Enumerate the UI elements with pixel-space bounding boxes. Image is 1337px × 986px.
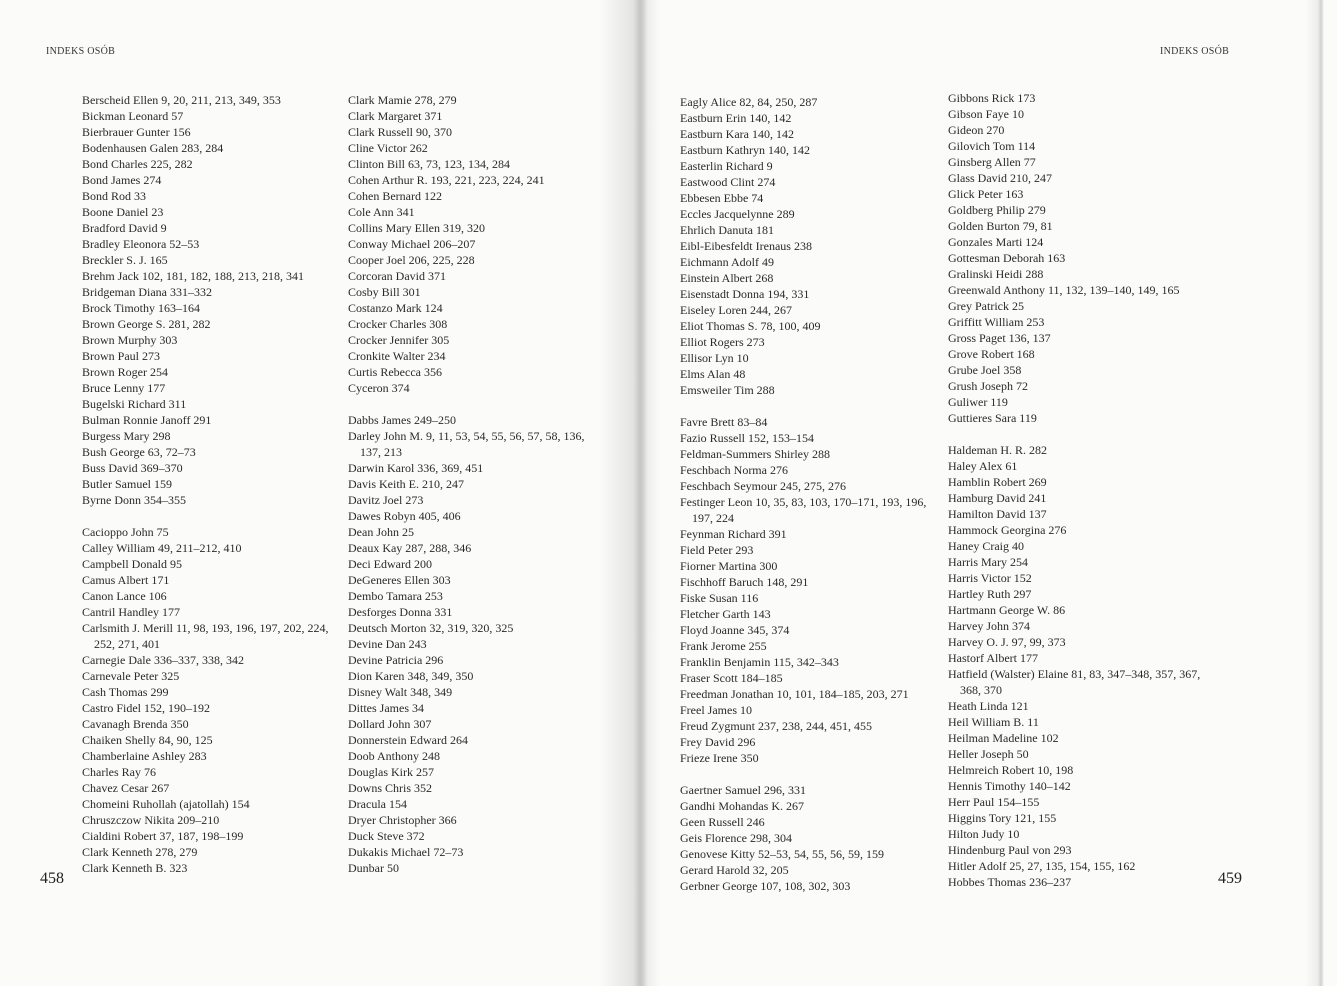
index-entry: Brock Timothy 163–164 (82, 301, 201, 315)
index-entry: Einstein Albert 268 (680, 271, 774, 285)
index-entry: Hatfield (Walster) Elaine 81, 83, 347–348, 357, 367, 368, 370 (948, 667, 1201, 697)
index-entry: Breckler S. J. 165 (82, 253, 168, 267)
index-entry: Herr Paul 154–155 (948, 795, 1040, 809)
index-entry: Fischhoff Baruch 148, 291 (680, 575, 809, 589)
index-entry: Fraser Scott 184–185 (680, 671, 783, 685)
index-entry: Dawes Robyn 405, 406 (348, 509, 461, 523)
index-entry: Berscheid Ellen 9, 20, 211, 213, 349, 353 (82, 93, 281, 107)
index-entry: Greenwald Anthony 11, 132, 139–140, 149, 165 (948, 283, 1180, 297)
index-entry: Chamberlaine Ashley 283 (82, 749, 207, 763)
index-entry: Hamilton David 137 (948, 507, 1047, 521)
index-entry: Butler Samuel 159 (82, 477, 172, 491)
index-entry: Chomeini Ruhollah (ajatollah) 154 (82, 797, 250, 811)
index-entry: Eastburn Erin 140, 142 (680, 111, 792, 125)
index-entry: Eagly Alice 82, 84, 250, 287 (680, 95, 818, 109)
index-entry: Crocker Charles 308 (348, 317, 448, 331)
letter-group-gap (680, 766, 942, 782)
index-entry: Eastburn Kathryn 140, 142 (680, 143, 810, 157)
index-entry: Freel James 10 (680, 703, 752, 717)
index-entry: Grush Joseph 72 (948, 379, 1028, 393)
index-entry: Costanzo Mark 124 (348, 301, 443, 315)
index-entry: Floyd Joanne 345, 374 (680, 623, 790, 637)
index-entry: Cohen Arthur R. 193, 221, 223, 224, 241 (348, 173, 545, 187)
index-entry: Bruce Lenny 177 (82, 381, 166, 395)
index-entry: Harvey John 374 (948, 619, 1030, 633)
index-entry: Dracula 154 (348, 797, 407, 811)
index-entry: Eccles Jacquelynne 289 (680, 207, 795, 221)
index-entry: Glass David 210, 247 (948, 171, 1052, 185)
index-entry: Cronkite Walter 234 (348, 349, 446, 363)
index-entry: Brown Roger 254 (82, 365, 168, 379)
index-entry: Emsweiler Tim 288 (680, 383, 775, 397)
letter-group-gap (680, 398, 942, 414)
index-entry: Cohen Bernard 122 (348, 189, 442, 203)
index-entry: Dembo Tamara 253 (348, 589, 443, 603)
index-entry: Grube Joel 358 (948, 363, 1022, 377)
index-entry: Desforges Donna 331 (348, 605, 453, 619)
index-entry: Feynman Richard 391 (680, 527, 787, 541)
index-entry: Bush George 63, 72–73 (82, 445, 196, 459)
index-entry: Freedman Jonathan 10, 101, 184–185, 203, 271 (680, 687, 909, 701)
index-entry: Boone Daniel 23 (82, 205, 164, 219)
index-entry: Bradley Eleonora 52–53 (82, 237, 200, 251)
index-entry: Eastburn Kara 140, 142 (680, 127, 794, 141)
index-entry: Castro Fidel 152, 190–192 (82, 701, 210, 715)
index-entry: Cline Victor 262 (348, 141, 428, 155)
index-entry: Gilovich Tom 114 (948, 139, 1036, 153)
index-entry: Devine Dan 243 (348, 637, 427, 651)
index-entry: Eiseley Loren 244, 267 (680, 303, 792, 317)
index-entry: Byrne Donn 354–355 (82, 493, 186, 507)
index-entry: Feschbach Seymour 245, 275, 276 (680, 479, 846, 493)
book-gutter-shadow (600, 0, 660, 986)
index-entry: Brehm Jack 102, 181, 182, 188, 213, 218, 341 (82, 269, 304, 283)
index-entry: Fazio Russell 152, 153–154 (680, 431, 814, 445)
index-entry: Gaertner Samuel 296, 331 (680, 783, 806, 797)
index-entry: Griffitt William 253 (948, 315, 1045, 329)
index-entry: Bierbrauer Gunter 156 (82, 125, 191, 139)
index-entry: Donnerstein Edward 264 (348, 733, 468, 747)
index-entry: Carnevale Peter 325 (82, 669, 180, 683)
index-entry: Brown Paul 273 (82, 349, 160, 363)
index-entry: Field Peter 293 (680, 543, 754, 557)
index-entry: Crocker Jennifer 305 (348, 333, 450, 347)
index-entry: Clark Russell 90, 370 (348, 125, 452, 139)
index-entry: Dollard John 307 (348, 717, 432, 731)
index-entry: Frey David 296 (680, 735, 756, 749)
index-entry: Geis Florence 298, 304 (680, 831, 792, 845)
index-entry: Bugelski Richard 311 (82, 397, 187, 411)
index-column-2 (348, 92, 606, 876)
index-entry: Heath Linda 121 (948, 699, 1029, 713)
index-entry: Cialdini Robert 37, 187, 198–199 (82, 829, 244, 843)
index-entry: Heller Joseph 50 (948, 747, 1029, 761)
index-entry: Heil William B. 11 (948, 715, 1039, 729)
index-entry: Festinger Leon 10, 35, 83, 103, 170–171, 193, 196, 197, 224 (680, 495, 927, 525)
index-entry: Grey Patrick 25 (948, 299, 1024, 313)
index-entry: Hindenburg Paul von 293 (948, 843, 1072, 857)
page-number-left: 458 (40, 870, 64, 887)
index-entry: Ehrlich Danuta 181 (680, 223, 774, 237)
index-entry: Bridgeman Diana 331–332 (82, 285, 212, 299)
index-entry: Eastwood Clint 274 (680, 175, 776, 189)
index-entry: Hobbes Thomas 236–237 (948, 875, 1072, 889)
index-entry: Gerard Harold 32, 205 (680, 863, 789, 877)
index-entry: Clark Kenneth B. 323 (82, 861, 188, 875)
index-entry: Cole Ann 341 (348, 205, 415, 219)
index-entry: Doob Anthony 248 (348, 749, 441, 763)
index-entry: Guliwer 119 (948, 395, 1008, 409)
index-entry: Dion Karen 348, 349, 350 (348, 669, 474, 683)
index-entry: Clark Margaret 371 (348, 109, 443, 123)
index-entry: Brown Murphy 303 (82, 333, 178, 347)
index-entry: Darwin Karol 336, 369, 451 (348, 461, 484, 475)
index-entry: Downs Chris 352 (348, 781, 433, 795)
index-entry: Gross Paget 136, 137 (948, 331, 1051, 345)
page-edge-shadow (1305, 0, 1337, 986)
index-entry: Hitler Adolf 25, 27, 135, 154, 155, 162 (948, 859, 1136, 873)
index-entry: Easterlin Richard 9 (680, 159, 773, 173)
index-entry: Ebbesen Ebbe 74 (680, 191, 764, 205)
index-entry: Franklin Benjamin 115, 342–343 (680, 655, 839, 669)
index-entry: Canon Lance 106 (82, 589, 167, 603)
index-entry: Cooper Joel 206, 225, 228 (348, 253, 475, 267)
index-entry: Curtis Rebecca 356 (348, 365, 442, 379)
index-entry: Harris Victor 152 (948, 571, 1032, 585)
index-entry: Guttieres Sara 119 (948, 411, 1037, 425)
index-entry: Gralinski Heidi 288 (948, 267, 1044, 281)
index-entry: Bodenhausen Galen 283, 284 (82, 141, 224, 155)
index-entry: Bond Rod 33 (82, 189, 147, 203)
index-entry: Deaux Kay 287, 288, 346 (348, 541, 472, 555)
index-entry: Harvey O. J. 97, 99, 373 (948, 635, 1066, 649)
index-entry: Dukakis Michael 72–73 (348, 845, 464, 859)
index-entry: Gibson Faye 10 (948, 107, 1024, 121)
index-entry: Freud Zygmunt 237, 238, 244, 451, 455 (680, 719, 872, 733)
index-entry: Dittes James 34 (348, 701, 424, 715)
index-entry: Ellisor Lyn 10 (680, 351, 749, 365)
index-column-3 (680, 94, 942, 894)
index-entry: Hennis Timothy 140–142 (948, 779, 1071, 793)
index-entry: Eliot Thomas S. 78, 100, 409 (680, 319, 821, 333)
index-entry: Cantril Handley 177 (82, 605, 180, 619)
index-entry: Chaiken Shelly 84, 90, 125 (82, 733, 213, 747)
index-entry: Devine Patricia 296 (348, 653, 444, 667)
index-entry: Conway Michael 206–207 (348, 237, 476, 251)
index-entry: Chavez Cesar 267 (82, 781, 170, 795)
index-entry: Hamburg David 241 (948, 491, 1047, 505)
index-entry: Helmreich Robert 10, 198 (948, 763, 1074, 777)
running-head-right: INDEKS OSÓB (1160, 46, 1230, 57)
index-entry: Ginsberg Allen 77 (948, 155, 1036, 169)
index-entry: Chruszczow Nikita 209–210 (82, 813, 220, 827)
index-entry: Camus Albert 171 (82, 573, 170, 587)
index-entry: Hartmann George W. 86 (948, 603, 1066, 617)
index-entry: Gibbons Rick 173 (948, 91, 1036, 105)
index-entry: DeGeneres Ellen 303 (348, 573, 451, 587)
index-entry: Cyceron 374 (348, 381, 410, 395)
index-entry: Higgins Tory 121, 155 (948, 811, 1057, 825)
index-entry: Haney Craig 40 (948, 539, 1024, 553)
index-entry: Darley John M. 9, 11, 53, 54, 55, 56, 57, 58, 136, 137, 213 (348, 429, 585, 459)
index-entry: Feschbach Norma 276 (680, 463, 788, 477)
index-entry: Cosby Bill 301 (348, 285, 421, 299)
index-entry: Genovese Kitty 52–53, 54, 55, 56, 59, 159 (680, 847, 884, 861)
index-entry: Gerbner George 107, 108, 302, 303 (680, 879, 851, 893)
index-entry: Cacioppo John 75 (82, 525, 169, 539)
index-entry: Brown George S. 281, 282 (82, 317, 211, 331)
index-entry: Cavanagh Brenda 350 (82, 717, 189, 731)
index-entry: Frieze Irene 350 (680, 751, 759, 765)
index-entry: Charles Ray 76 (82, 765, 156, 779)
index-entry: Feldman-Summers Shirley 288 (680, 447, 830, 461)
index-entry: Cash Thomas 299 (82, 685, 169, 699)
index-column-4 (948, 90, 1208, 890)
index-entry: Hartley Ruth 297 (948, 587, 1032, 601)
letter-group-gap (82, 508, 334, 524)
index-entry: Carlsmith J. Merill 11, 98, 193, 196, 197, 202, 224, 252, 271, 401 (82, 621, 329, 651)
index-entry: Bond Charles 225, 282 (82, 157, 193, 171)
index-entry: Harris Mary 254 (948, 555, 1028, 569)
index-entry: Eisenstadt Donna 194, 331 (680, 287, 810, 301)
index-entry: Davitz Joel 273 (348, 493, 424, 507)
index-entry: Fiske Susan 116 (680, 591, 759, 605)
index-entry: Bond James 274 (82, 173, 162, 187)
index-entry: Bickman Leonard 57 (82, 109, 184, 123)
index-entry: Gandhi Mohandas K. 267 (680, 799, 804, 813)
index-entry: Hamblin Robert 269 (948, 475, 1047, 489)
index-entry: Gottesman Deborah 163 (948, 251, 1066, 265)
index-column-1 (82, 92, 334, 876)
index-entry: Eibl-Eibesfeldt Irenaus 238 (680, 239, 812, 253)
index-entry: Grove Robert 168 (948, 347, 1035, 361)
index-entry: Disney Walt 348, 349 (348, 685, 453, 699)
index-entry: Goldberg Philip 279 (948, 203, 1046, 217)
index-entry: Eichmann Adolf 49 (680, 255, 774, 269)
index-entry: Dryer Christopher 366 (348, 813, 457, 827)
index-entry: Hastorf Albert 177 (948, 651, 1038, 665)
index-entry: Buss David 369–370 (82, 461, 183, 475)
index-entry: Dunbar 50 (348, 861, 399, 875)
running-head-left: INDEKS OSÓB (46, 46, 116, 57)
index-entry: Elms Alan 48 (680, 367, 746, 381)
index-entry: Haley Alex 61 (948, 459, 1018, 473)
index-entry: Deutsch Morton 32, 319, 320, 325 (348, 621, 514, 635)
index-entry: Bradford David 9 (82, 221, 167, 235)
index-entry: Haldeman H. R. 282 (948, 443, 1047, 457)
index-entry: Campbell Donald 95 (82, 557, 182, 571)
index-entry: Fiorner Martina 300 (680, 559, 778, 573)
index-entry: Dabbs James 249–250 (348, 413, 456, 427)
index-entry: Collins Mary Ellen 319, 320 (348, 221, 485, 235)
index-entry: Douglas Kirk 257 (348, 765, 434, 779)
index-entry: Corcoran David 371 (348, 269, 446, 283)
index-entry: Geen Russell 246 (680, 815, 765, 829)
index-entry: Calley William 49, 211–212, 410 (82, 541, 242, 555)
index-entry: Hammock Georgina 276 (948, 523, 1067, 537)
index-entry: Clark Mamie 278, 279 (348, 93, 457, 107)
index-entry: Gonzales Marti 124 (948, 235, 1044, 249)
page-number-right: 459 (1218, 870, 1242, 887)
index-entry: Heilman Madeline 102 (948, 731, 1059, 745)
index-entry: Frank Jerome 255 (680, 639, 767, 653)
index-entry: Fletcher Garth 143 (680, 607, 771, 621)
index-entry: Hilton Judy 10 (948, 827, 1020, 841)
letter-group-gap (348, 396, 606, 412)
index-entry: Clinton Bill 63, 73, 123, 134, 284 (348, 157, 511, 171)
index-entry: Golden Burton 79, 81 (948, 219, 1053, 233)
index-entry: Bulman Ronnie Janoff 291 (82, 413, 212, 427)
index-entry: Favre Brett 83–84 (680, 415, 768, 429)
index-entry: Elliot Rogers 273 (680, 335, 765, 349)
letter-group-gap (948, 426, 1208, 442)
left-page (0, 0, 640, 986)
index-entry: Burgess Mary 298 (82, 429, 171, 443)
index-entry: Carnegie Dale 336–337, 338, 342 (82, 653, 244, 667)
index-entry: Clark Kenneth 278, 279 (82, 845, 198, 859)
index-entry: Gideon 270 (948, 123, 1005, 137)
index-entry: Deci Edward 200 (348, 557, 432, 571)
index-entry: Duck Steve 372 (348, 829, 425, 843)
index-entry: Davis Keith E. 210, 247 (348, 477, 464, 491)
index-entry: Dean John 25 (348, 525, 414, 539)
index-entry: Glick Peter 163 (948, 187, 1024, 201)
